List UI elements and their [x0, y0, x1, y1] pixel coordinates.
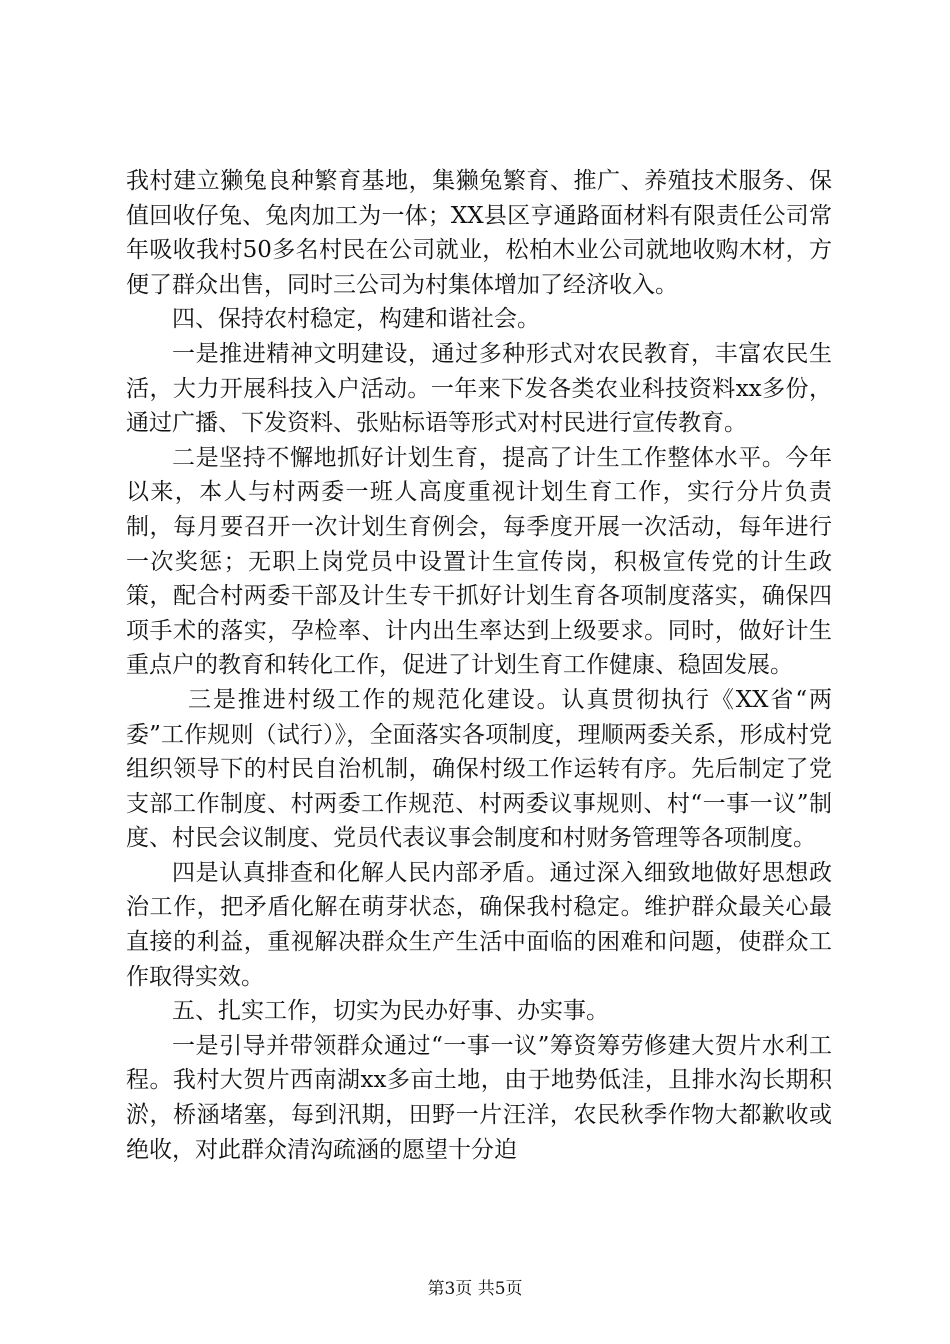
section-heading-four: 四、保持农村稳定，构建和谐社会。 [172, 306, 540, 333]
paragraph-standardization: 三是推进村级工作的规范化建设。认真贯彻执行《XX省“两委”工作规则（试行）》，全面落实各项制度，理顺两委关系，形成村党组织领导下的村民自治机制，确保村级工作运转有序。先后制定了党支部工作制度、村两委工作规范、村两委议事规则、村“一事一议”制度、村民会议制度、党员代表议事会制度和村财务管理等各项制度。 [126, 686, 832, 852]
paragraph-conflict-resolution: 四是认真排查和化解人民内部矛盾。通过深入细致地做好思想政治工作，把矛盾化解在萌芽状态，确保我村稳定。维护群众最关心最直接的利益，重视解决群众生产生活中面临的困难和问题，使群众工作取得实效。 [126, 859, 832, 990]
paragraph-family-planning: 二是坚持不懈地抓好计划生育，提高了计生工作整体水平。今年以来，本人与村两委一班人高度重视计划生育工作，实行分片负责制，每月要召开一次计划生育例会，每季度开展一次活动，每年进行一次奖惩；无职上岗党员中设置计生宣传岗，积极宣传党的计生政策，配合村两委干部及计生专干抓好计划生育各项制度落实，确保四项手术的落实，孕检率、计内出生率达到上级要求。同时，做好计生重点户的教育和转化工作，促进了计划生育工作健康、稳固发展。 [126, 444, 832, 679]
paragraph-continuation: 我村建立獭兔良种繁育基地，集獭兔繁育、推广、养殖技术服务、保值回收仔兔、兔肉加工为一体；XX县区亨通路面材料有限责任公司常年吸收我村50多名村民在公司就业，松柏木业公司就地收购木材，方便了群众出售，同时三公司为村集体增加了经济收入。 [126, 168, 832, 298]
page-number-footer: 第3页 共5页 [427, 1279, 523, 1299]
section-heading-five: 五、扎实工作，切实为民办好事、办实事。 [172, 998, 609, 1025]
paragraph-water-project: 一是引导并带领群众通过“一事一议”筹资筹劳修建大贺片水利工程。我村大贺片西南湖xx多亩土地，由于地势低洼，且排水沟长期积淤，桥涵堵塞，每到汛期，田野一片汪洋，农民秋季作物大都歉收或绝收，对此群众清沟疏涵的愿望十分迫 [126, 1032, 832, 1163]
document-body [126, 164, 832, 1167]
paragraph-spiritual-civilization: 一是推进精神文明建设，通过多种形式对农民教育，丰富农民生活，大力开展科技入户活动。一年来下发各类农业科技资料xx多份，通过广播、下发资料、张贴标语等形式对村民进行宣传教育。 [126, 340, 832, 437]
